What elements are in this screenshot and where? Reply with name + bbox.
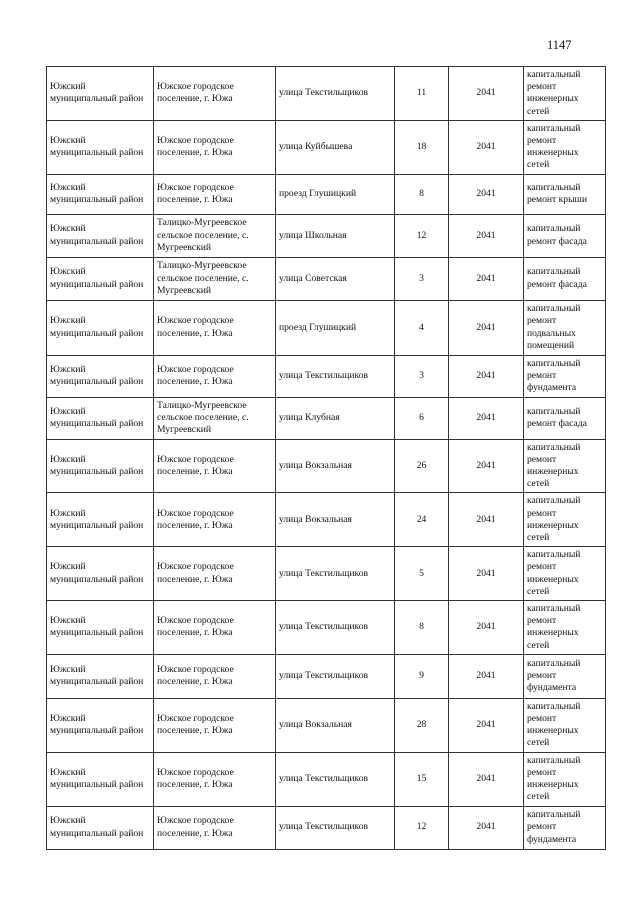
street-cell: улица Текстильщиков [276,806,395,849]
year-cell: 2041 [449,752,524,806]
table-row [47,67,606,121]
table-row [47,698,606,752]
work-type-cell: капитальный ремонт крыши [524,174,606,214]
settlement-cell: Южское городское поселение, г. Южа [154,752,276,806]
house-number-cell: 9 [395,654,449,698]
table-row [47,493,606,547]
house-number-cell: 6 [395,397,449,439]
table-row [47,601,606,655]
house-number-cell: 8 [395,174,449,214]
district-cell: Южский муниципальный район [47,257,154,300]
table-row [47,355,606,397]
work-type-cell: капитальный ремонт фасада [524,397,606,439]
district-cell: Южский муниципальный район [47,601,154,655]
street-cell: улица Текстильщиков [276,601,395,655]
district-cell: Южский муниципальный район [47,493,154,547]
street-cell: улица Текстильщиков [276,355,395,397]
district-cell: Южский муниципальный район [47,355,154,397]
district-cell: Южский муниципальный район [47,214,154,257]
street-cell: улица Текстильщиков [276,752,395,806]
table-row [47,174,606,214]
district-cell: Южский муниципальный район [47,698,154,752]
table-body [47,67,606,850]
work-type-cell: капитальный ремонт инженерных сетей [524,698,606,752]
work-type-cell: капитальный ремонт фундамента [524,654,606,698]
house-number-cell: 8 [395,601,449,655]
table-row [47,806,606,849]
work-type-cell: капитальный ремонт подвальных помещений [524,300,606,355]
street-cell: улица Вокзальная [276,493,395,547]
work-type-cell: капитальный ремонт инженерных сетей [524,493,606,547]
settlement-cell: Талицко-Мугреевское сельское поселение, с. Мугреевский [154,257,276,300]
year-cell: 2041 [449,806,524,849]
street-cell: улица Куйбышева [276,120,395,174]
work-type-cell: капитальный ремонт инженерных сетей [524,547,606,601]
street-cell: проезд Глушицкий [276,174,395,214]
table-row [47,300,606,355]
settlement-cell: Южское городское поселение, г. Южа [154,355,276,397]
work-type-cell: капитальный ремонт инженерных сетей [524,601,606,655]
district-cell: Южский муниципальный район [47,120,154,174]
house-number-cell: 3 [395,257,449,300]
street-cell: улица Вокзальная [276,439,395,493]
table-row [47,397,606,439]
table-row [47,439,606,493]
year-cell: 2041 [449,397,524,439]
work-type-cell: капитальный ремонт инженерных сетей [524,752,606,806]
street-cell: проезд Глушицкий [276,300,395,355]
house-number-cell: 26 [395,439,449,493]
table-row [47,547,606,601]
settlement-cell: Южское городское поселение, г. Южа [154,547,276,601]
house-number-cell: 12 [395,806,449,849]
year-cell: 2041 [449,547,524,601]
work-type-cell: капитальный ремонт инженерных сетей [524,120,606,174]
street-cell: улица Текстильщиков [276,654,395,698]
work-type-cell: капитальный ремонт фундамента [524,355,606,397]
settlement-cell: Южское городское поселение, г. Южа [154,174,276,214]
year-cell: 2041 [449,355,524,397]
settlement-cell: Южское городское поселение, г. Южа [154,806,276,849]
settlement-cell: Южское городское поселение, г. Южа [154,493,276,547]
year-cell: 2041 [449,601,524,655]
district-cell: Южский муниципальный район [47,397,154,439]
house-number-cell: 3 [395,355,449,397]
settlement-cell: Талицко-Мугреевское сельское поселение, с. Мугреевский [154,214,276,257]
housing-repair-table [46,66,606,850]
house-number-cell: 15 [395,752,449,806]
house-number-cell: 4 [395,300,449,355]
table-row [47,654,606,698]
settlement-cell: Южское городское поселение, г. Южа [154,67,276,121]
year-cell: 2041 [449,257,524,300]
district-cell: Южский муниципальный район [47,654,154,698]
street-cell: улица Текстильщиков [276,547,395,601]
work-type-cell: капитальный ремонт фасада [524,214,606,257]
year-cell: 2041 [449,439,524,493]
settlement-cell: Южское городское поселение, г. Южа [154,120,276,174]
year-cell: 2041 [449,493,524,547]
settlement-cell: Южское городское поселение, г. Южа [154,300,276,355]
table-row [47,752,606,806]
year-cell: 2041 [449,67,524,121]
table-row [47,257,606,300]
house-number-cell: 11 [395,67,449,121]
house-number-cell: 12 [395,214,449,257]
district-cell: Южский муниципальный район [47,67,154,121]
house-number-cell: 24 [395,493,449,547]
district-cell: Южский муниципальный район [47,439,154,493]
house-number-cell: 18 [395,120,449,174]
settlement-cell: Южское городское поселение, г. Южа [154,654,276,698]
street-cell: улица Текстильщиков [276,67,395,121]
settlement-cell: Южское городское поселение, г. Южа [154,698,276,752]
year-cell: 2041 [449,120,524,174]
house-number-cell: 28 [395,698,449,752]
street-cell: улица Школьная [276,214,395,257]
work-type-cell: капитальный ремонт фасада [524,257,606,300]
page-number: 1147 [547,38,572,52]
street-cell: улица Клубная [276,397,395,439]
work-type-cell: капитальный ремонт инженерных сетей [524,439,606,493]
year-cell: 2041 [449,654,524,698]
district-cell: Южский муниципальный район [47,174,154,214]
house-number-cell: 5 [395,547,449,601]
district-cell: Южский муниципальный район [47,547,154,601]
work-type-cell: капитальный ремонт фундамента [524,806,606,849]
year-cell: 2041 [449,174,524,214]
district-cell: Южский муниципальный район [47,752,154,806]
table-row [47,214,606,257]
work-type-cell: капитальный ремонт инженерных сетей [524,67,606,121]
settlement-cell: Южское городское поселение, г. Южа [154,601,276,655]
street-cell: улица Советская [276,257,395,300]
settlement-cell: Южское городское поселение, г. Южа [154,439,276,493]
settlement-cell: Талицко-Мугреевское сельское поселение, с. Мугреевский [154,397,276,439]
district-cell: Южский муниципальный район [47,300,154,355]
year-cell: 2041 [449,698,524,752]
year-cell: 2041 [449,300,524,355]
district-cell: Южский муниципальный район [47,806,154,849]
year-cell: 2041 [449,214,524,257]
street-cell: улица Вокзальная [276,698,395,752]
table-row [47,120,606,174]
